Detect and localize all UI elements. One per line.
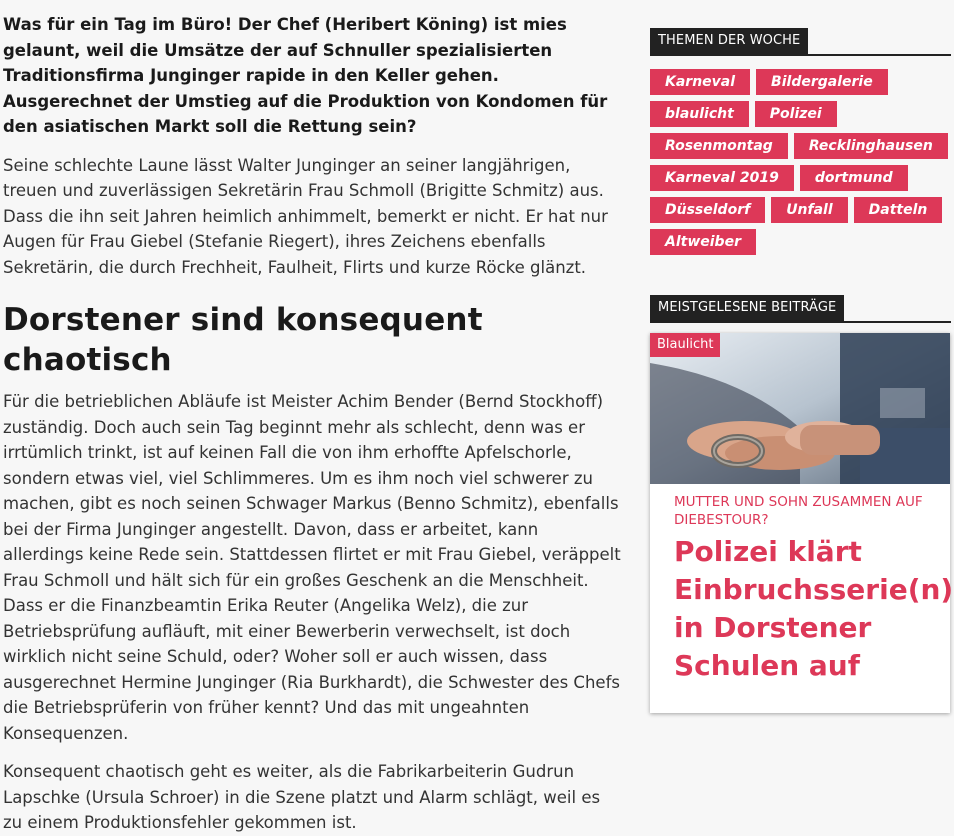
article-lead: Was für ein Tag im Büro! Der Chef (Heribert Köning) ist mies gelaunt, weil die Umsätze der auf Schnuller spezialisierten Traditionsfirma Junginger rapide in den Keller gehen. Ausgerechnet der Umstieg auf die Produktion von Kondomen für den asiatischen Markt soll die Rettung sein? — [3, 15, 608, 136]
popular-title-bar — [650, 295, 951, 323]
tag-link[interactable]: Recklinghausen — [794, 133, 948, 159]
tag-link[interactable]: Datteln — [854, 197, 943, 223]
article-body — [3, 0, 623, 836]
article-paragraph: Seine schlechte Laune lässt Walter Junginger an seiner langjährigen, treuen und zuverlässigen Sekretärin Frau Schmoll (Brigitte Schmitz) aus. Dass die ihn seit Jahren heimlich anhimmelt, bemerkt er nicht. Er hat nur Augen für Frau Giebel (Stefanie Riegert), ihres Zeichens ebenfalls Sekretärin, die durch Frechheit, Faulheit, Flirts und kurze Röcke glänzt. — [3, 155, 608, 277]
tag-link[interactable]: Bildergalerie — [756, 69, 888, 95]
topics-widget — [650, 28, 951, 255]
article-headline[interactable]: Polizei klärt Einbruchsserie(n) in Dorstener Schulen auf — [674, 535, 954, 682]
topics-title: THEMEN DER WOCHE — [650, 28, 808, 54]
tag-link[interactable]: Polizei — [755, 101, 837, 127]
tag-link[interactable]: Karneval — [650, 69, 750, 95]
article-kicker[interactable]: MUTTER UND SOHN ZUSAMMEN AUF DIEBESTOUR? — [674, 494, 923, 528]
popular-article-card[interactable] — [650, 333, 954, 713]
article-subheading: Dorstener sind konsequent chaotisch — [3, 302, 483, 378]
tag-link[interactable]: dortmund — [800, 165, 908, 191]
tag-link[interactable]: Unfall — [771, 197, 847, 223]
category-badge[interactable]: Blaulicht — [650, 333, 720, 357]
tag-link[interactable]: Rosenmontag — [650, 133, 788, 159]
tag-link[interactable]: blaulicht — [650, 101, 749, 127]
sidebar — [650, 28, 954, 713]
popular-title: MEISTGELESENE BEITRÄGE — [650, 295, 844, 321]
topics-title-bar — [650, 28, 951, 56]
tag-link[interactable]: Karneval 2019 — [650, 165, 794, 191]
tag-cloud — [650, 69, 951, 255]
article-paragraph: Für die betrieblichen Abläufe ist Meister Achim Bender (Bernd Stockhoff) zuständig. Doch auch sein Tag beginnt mehr als schlecht, denn was er irrtümlich trinkt, ist auf keinen Fall die von ihm erhoffte Apfelschorle, sondern etwas viel, viel Schlimmeres. Um es ihm noch viel schwerer zu machen, gibt es noch seinen Schwager Markus (Benno Schmitz), ebenfalls bei der Firma Junginger angestellt. Davon, dass er arbeitet, kann allerdings keine Rede sein. Stattdessen flirtet er mit Frau Giebel, veräppelt Frau Schmoll und hält sich für ein großes Geschenk an die Menschheit. Dass er die Finanzbeamtin Erika Reuter (Angelika Welz), die zur Betriebsprüfung aufläuft, mit einer Bewerberin verwechselt, ist doch wirklich nicht seine Schuld, oder? Woher soll er auch wissen, dass ausgerechnet Hermine Junginger (Ria Burkhardt), die Schwester des Chefs die Betriebsprüferin von früher kennt? Und das mit ungeahnten Konsequenzen. — [3, 392, 621, 743]
popular-widget — [650, 295, 954, 713]
tag-link[interactable]: Altweiber — [650, 229, 756, 255]
article-paragraph: Konsequent chaotisch geht es weiter, als die Fabrikarbeiterin Gudrun Lapschke (Ursula Schroer) in die Szene platzt und Alarm schlägt, weil es zu einem Produktionsfehler gekommen ist. — [3, 762, 601, 832]
tag-link[interactable]: Düsseldorf — [650, 197, 765, 223]
